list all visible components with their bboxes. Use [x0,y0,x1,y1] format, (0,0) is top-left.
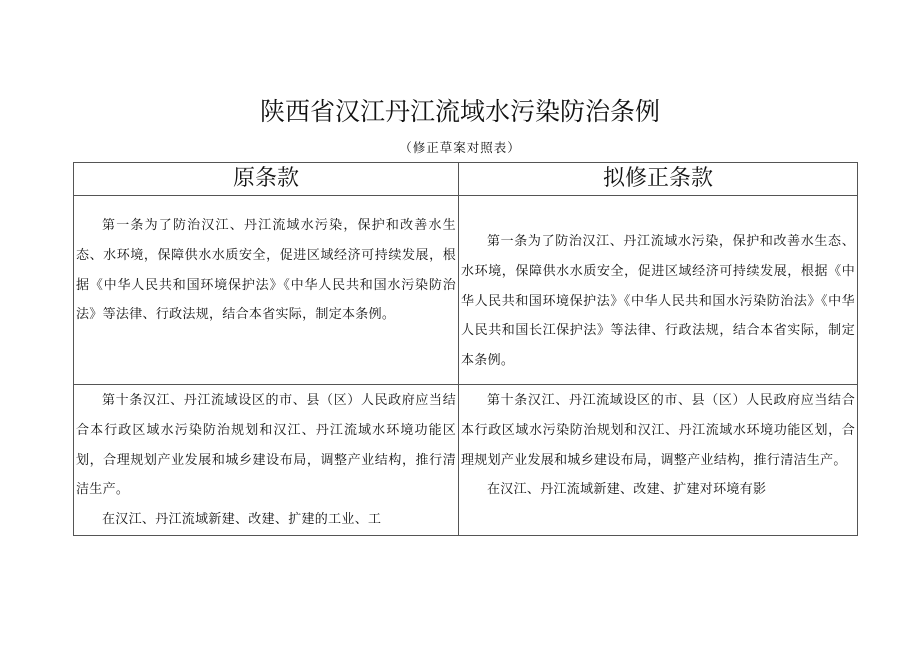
table-header-row [74,163,858,196]
header-proposed-clause: 拟修正条款 [459,163,858,196]
table-row [74,196,858,385]
document-subtitle: （修正草案对照表） [399,140,521,155]
original-clause-cell [74,385,459,536]
clause-paragraph: 第十条汉江、丹江流域设区的市、县（区）人民政府应当结合本行政区域水污染防治规划和汉江、丹江流域水环境功能区划，合理规划产业发展和城乡建设布局，调整产业结构，推行清洁生产。 [76,393,456,498]
clause-paragraph: 第一条为了防治汉江、丹江流域水污染，保护和改善水生态、水环境，保障供水水质安全，促进区域经济可持续发展，根据《中华人民共和国环境保护法》《中华人民共和国水污染防治法》等法律、行政法规，结合本省实际，制定本条例。 [76,218,456,323]
header-original-clause: 原条款 [74,163,459,196]
original-clause-cell [74,196,459,385]
clause-paragraph: 第十条汉江、丹江流域设区的市、县（区）人民政府应当结合本行政区域水污染防治规划和汉江、丹江流域水环境功能区划，合理规划产业发展和城乡建设布局，调整产业结构，推行清洁生产。 [461,393,855,468]
clause-paragraph: 在汉江、丹江流域新建、改建、扩建对环境有影 [487,482,767,498]
proposed-clause-cell [459,196,858,385]
clause-paragraph: 第一条为了防治汉江、丹江流域水污染，保护和改善水生态、水环境，保障供水水质安全，促进区域经济可持续发展，根据《中华人民共和国环境保护法》《中华人民共和国水污染防治法》《中华人民共和国长江保护法》等法律、行政法规，结合本省实际，制定本条例。 [461,234,855,369]
proposed-clause-cell [459,385,858,536]
comparison-table [73,162,858,536]
table-row [74,385,858,536]
document-title: 陕西省汉江丹江流域水污染防治条例 [259,97,660,126]
clause-paragraph: 在汉江、丹江流域新建、改建、扩建的工业、工 [102,512,382,528]
